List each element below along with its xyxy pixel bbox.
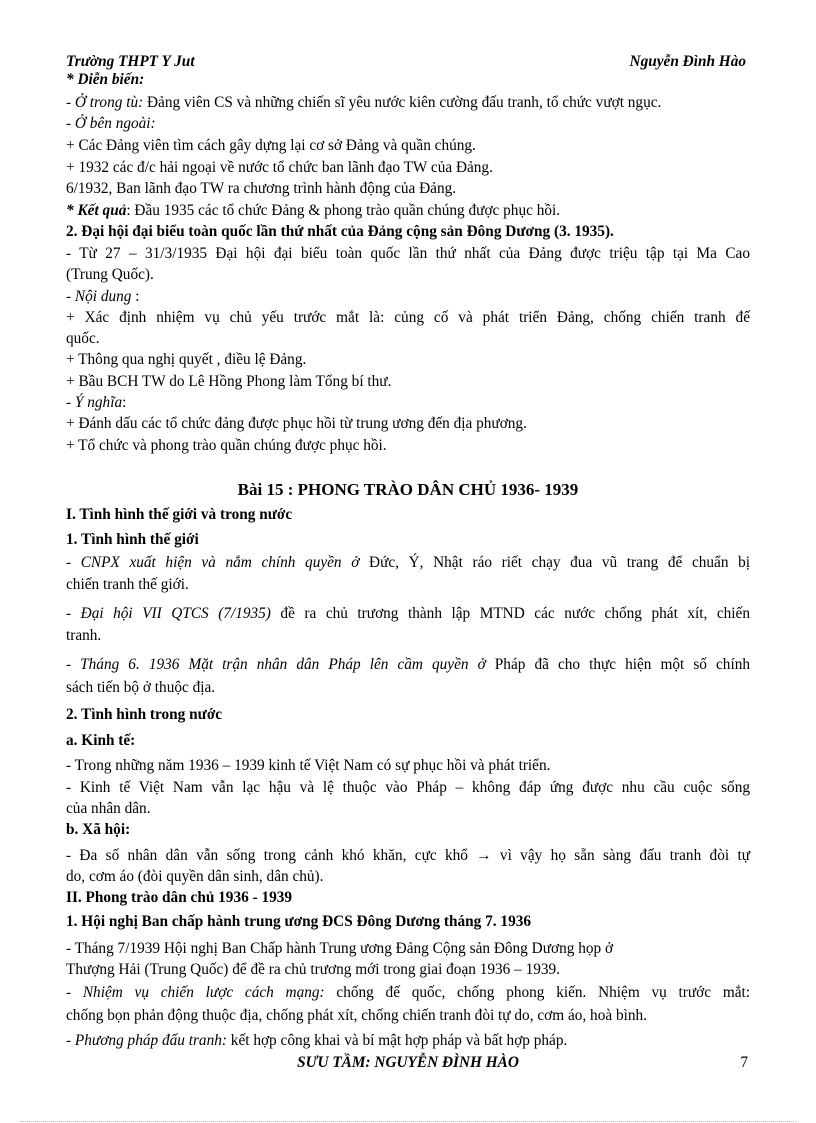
world-italic: Tháng 6. 1936 Mặt trận nhân dân Pháp lên cầm quyền ở	[80, 656, 486, 673]
footer-credit: SƯU TẦM: NGUYỄN ĐÌNH HÀO	[297, 1054, 519, 1071]
world-italic: CNPX xuất hiện và nắm chính quyền ở	[80, 554, 360, 571]
section-1-sub-2: 2. Tình hình trong nước	[66, 706, 223, 723]
nhiem-vu-text: chống đế quốc, chống phong kiến. Nhiệm vụ trước mắt:	[324, 984, 751, 1001]
trong-tu-text: Đảng viên CS và những chiến sĩ yêu nước kiên cường đấu tranh, tổ chức vượt ngục.	[143, 94, 662, 111]
dai-hoi-line: - Từ 27 – 31/3/1935 Đại hội đại biểu toàn quốc lần thứ nhất của Đảng được triệu tập tại Ma Cao	[66, 245, 750, 262]
dash: -	[66, 656, 81, 673]
ket-qua-label: * Kết quả	[66, 202, 127, 219]
xa-hoi-heading: b. Xã hội:	[66, 821, 131, 838]
dash: -	[66, 1032, 75, 1049]
world-text: đề ra chủ trương thành lập MTND các nước chống phát xít, chiến	[270, 605, 750, 622]
nhiem-vu-label: Nhiệm vụ chiến lược cách mạng:	[82, 984, 325, 1001]
dien-bien-line: 6/1932, Ban lãnh đạo TW ra chương trình hành động của Đảng.	[66, 180, 457, 197]
world-line	[66, 604, 750, 624]
section-2-heading: II. Phong trào dân chủ 1936 - 1939	[66, 889, 293, 906]
world-line: sách tiến bộ ở thuộc địa.	[66, 679, 216, 696]
phuong-phap-text: kết hợp công khai và bí mật hợp pháp và bất hợp pháp.	[226, 1032, 568, 1049]
header-author: Nguyễn Đình Hào	[629, 53, 746, 70]
hoi-nghi-line: - Tháng 7/1939 Hội nghị Ban Chấp hành Trung ương Đảng Cộng sản Đông Dương họp ở	[66, 940, 614, 957]
dash: -	[66, 554, 81, 571]
xa-hoi-line: - Đa số nhân dân vẫn sống trong cảnh khó khăn, cực khổ → vì vậy họ sẵn sàng đấu tranh đòi tự	[66, 847, 750, 864]
y-nghia-line	[66, 393, 750, 413]
ket-qua-line	[66, 201, 750, 221]
phuong-phap-line	[66, 1031, 750, 1051]
dash: -	[66, 605, 81, 622]
trong-tu-line	[66, 93, 750, 113]
page-number: 7	[740, 1054, 748, 1071]
y-nghia-colon: :	[122, 394, 127, 411]
section-1-heading: I. Tình hình thế giới và trong nước	[66, 506, 293, 523]
xa-hoi-line: do, cơm áo (đòi quyền dân sinh, dân chủ).	[66, 868, 324, 885]
world-line	[66, 553, 750, 573]
dien-bien-line: + Các Đảng viên tìm cách gây dựng lại cơ sở Đảng và quần chúng.	[66, 137, 476, 154]
dien-bien-line: + 1932 các đ/c hải ngoại về nước tổ chức ban lãnh đạo TW của Đảng.	[66, 159, 493, 176]
world-line: tranh.	[66, 627, 102, 644]
kinh-te-heading: a. Kinh tế:	[66, 732, 136, 749]
kinh-te-line: - Kinh tế Việt Nam vẫn lạc hậu và lệ thuộc vào Pháp – không đáp ứng được nhu cầu cuộc sống	[66, 779, 750, 796]
dai-hoi-line: + Thông qua nghị quyết , điều lệ Đảng.	[66, 351, 307, 368]
dai-hoi-line: quốc.	[66, 330, 100, 347]
header-school: Trường THPT Y Jut	[66, 53, 195, 70]
lesson-title: Bài 15 : PHONG TRÀO DÂN CHỦ 1936- 1939	[237, 480, 579, 499]
section-1-sub-1: 1. Tình hình thế giới	[66, 531, 199, 548]
trong-tu-label: - Ở trong tù:	[66, 94, 144, 111]
world-line	[66, 655, 750, 675]
dai-hoi-line: + Đánh dấu các tổ chức đảng được phục hồi từ trung ương đến địa phương.	[66, 415, 527, 432]
nhiem-vu-line: chống bọn phản động thuộc địa, chống phát xít, chống chiến tranh đòi tự do, cơm áo, hoà bình.	[66, 1007, 647, 1024]
world-text: Đức, Ý, Nhật ráo riết chạy đua vũ trang để chuẩn bị	[359, 554, 750, 571]
dien-bien-heading: * Diễn biến:	[66, 71, 145, 88]
dai-hoi-line: + Xác định nhiệm vụ chủ yếu trước mắt là: củng cố và phát triển Đảng, chống chiến tranh đế	[66, 309, 750, 326]
noi-dung-line	[66, 287, 750, 307]
nhiem-vu-line	[66, 983, 750, 1003]
dai-hoi-line: + Tổ chức và phong trào quần chúng được phục hồi.	[66, 437, 387, 454]
hoi-nghi-line: Thượng Hải (Trung Quốc) để đề ra chủ trương mới trong giai đoạn 1936 – 1939.	[66, 961, 561, 978]
dai-hoi-line: + Bầu BCH TW do Lê Hồng Phong làm Tổng bí thư.	[66, 373, 392, 390]
noi-dung-label: - Nội dung	[66, 288, 132, 305]
noi-dung-colon: :	[131, 288, 140, 305]
ben-ngoai-label: - Ở bên ngoài:	[66, 115, 156, 132]
world-italic: Đại hội VII QTCS (7/1935)	[80, 605, 271, 622]
y-nghia-label: - Ý nghĩa	[66, 394, 123, 411]
phuong-phap-label: Phương pháp đấu tranh:	[74, 1032, 227, 1049]
section-2-sub-1: 1. Hội nghị Ban chấp hành trung ương ĐCS Đông Dương tháng 7. 1936	[66, 913, 532, 930]
dai-hoi-line: (Trung Quốc).	[66, 266, 154, 283]
page-edge-divider	[20, 1121, 796, 1122]
ket-qua-text: : Đầu 1935 các tổ chức Đảng & phong trào quần chúng được phục hồi.	[126, 202, 561, 219]
world-text: Pháp đã cho thực hiện một số chính	[485, 656, 750, 673]
world-line: chiến tranh thế giới.	[66, 576, 189, 593]
dai-hoi-heading: 2. Đại hội đại biểu toàn quốc lần thứ nhất của Đảng cộng sản Đông Dương (3. 1935).	[66, 223, 614, 240]
dash: -	[66, 984, 83, 1001]
kinh-te-line: - Trong những năm 1936 – 1939 kinh tế Việt Nam có sự phục hồi và phát triển.	[66, 757, 551, 774]
kinh-te-line: của nhân dân.	[66, 800, 151, 817]
